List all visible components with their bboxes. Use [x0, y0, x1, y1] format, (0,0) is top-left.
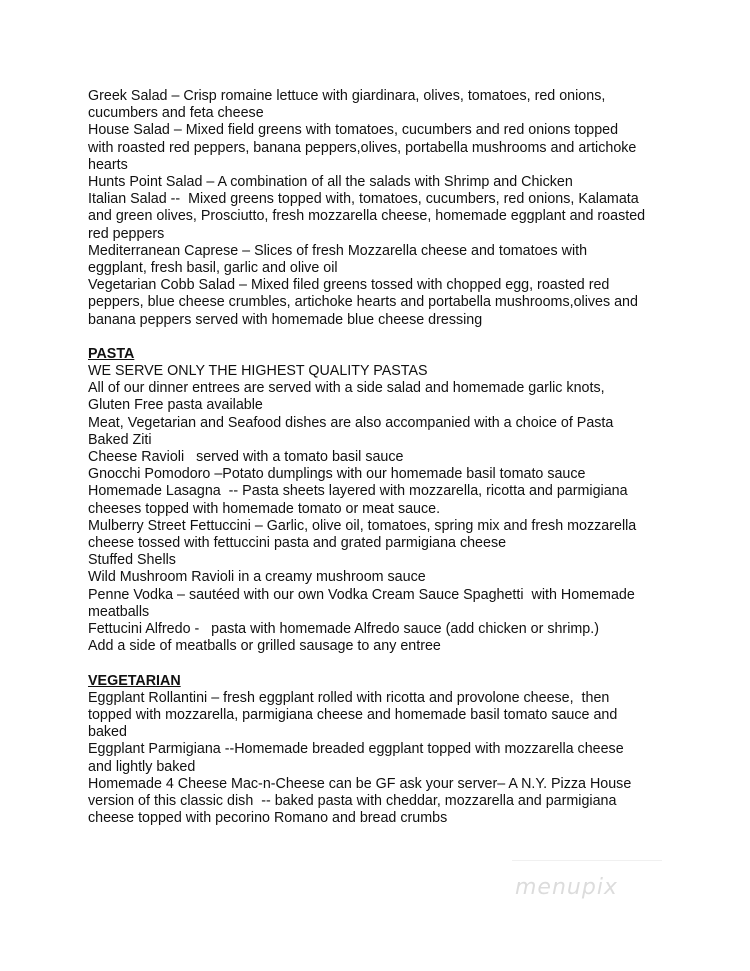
vegetarian-item-line: Eggplant Rollantini – fresh eggplant rolled with ricotta and provolone cheese, then: [88, 689, 610, 706]
menu-page: [88, 88, 678, 827]
vegetarian-heading: VEGETARIAN: [88, 672, 181, 689]
vegetarian-item-line: and lightly baked: [88, 758, 196, 775]
pasta-item-line: cheeses topped with homemade tomato or meat sauce.: [88, 500, 441, 517]
salad-item: [88, 122, 678, 174]
pasta-item-line: Baked Ziti: [88, 431, 152, 448]
salads-section: [88, 88, 678, 329]
pasta-item-line: Stuffed Shells: [88, 552, 176, 569]
salad-item: [88, 191, 678, 243]
salad-item-line: Hunts Point Salad – A combination of all the salads with Shrimp and Chicken: [88, 174, 573, 191]
vegetarian-item-line: Eggplant Parmigiana --Homemade breaded eggplant topped with mozzarella cheese: [88, 741, 624, 758]
salad-item-line: and green olives, Prosciutto, fresh mozzarella cheese, homemade eggplant and roasted: [88, 208, 646, 225]
pasta-intro-line: All of our dinner entrees are served with a side salad and homemade garlic knots,: [88, 380, 605, 397]
pasta-item: [88, 638, 678, 655]
vegetarian-item-line: topped with mozzarella, parmigiana cheese and homemade basil tomato sauce and: [88, 706, 618, 723]
salad-item-line: House Salad – Mixed field greens with tomatoes, cucumbers and red onions topped: [88, 122, 619, 139]
pasta-item-line: Wild Mushroom Ravioli in a creamy mushroom sauce: [88, 569, 426, 586]
pasta-item: [88, 569, 678, 586]
pasta-item-line: Add a side of meatballs or grilled sausage to any entree: [88, 638, 441, 655]
pasta-section: [88, 346, 678, 656]
section-gap: [88, 329, 678, 346]
pasta-items: [88, 432, 678, 656]
section-gap: [88, 656, 678, 673]
pasta-item: [88, 483, 678, 517]
salad-item-line: cucumbers and feta cheese: [88, 105, 264, 122]
salad-item-line: Mediterranean Caprese – Slices of fresh Mozzarella cheese and tomatoes with: [88, 242, 588, 259]
salad-item-line: peppers, blue cheese crumbles, artichoke hearts and portabella mushrooms,olives and: [88, 294, 638, 311]
pasta-item: [88, 466, 678, 483]
pasta-item-line: Cheese Ravioli served with a tomato basil sauce: [88, 449, 404, 466]
salad-item-line: eggplant, fresh basil, garlic and olive oil: [88, 260, 338, 277]
vegetarian-section: [88, 673, 678, 828]
vegetarian-item: [88, 690, 678, 742]
menupix-watermark: menupix: [515, 875, 618, 900]
salad-item: [88, 243, 678, 277]
salad-item: [88, 277, 678, 329]
pasta-item-line: cheese tossed with fettuccini pasta and grated parmigiana cheese: [88, 535, 507, 552]
pasta-heading: PASTA: [88, 345, 135, 362]
salad-item-line: red peppers: [88, 225, 165, 242]
vegetarian-item-line: baked: [88, 724, 127, 741]
vegetarian-item-line: version of this classic dish -- baked pasta with cheddar, mozzarella and parmigiana: [88, 792, 617, 809]
salad-item-line: Vegetarian Cobb Salad – Mixed filed greens tossed with chopped egg, roasted red: [88, 277, 610, 294]
pasta-item: [88, 587, 678, 621]
salad-item: [88, 174, 678, 191]
pasta-item: [88, 621, 678, 638]
vegetarian-item: [88, 741, 678, 775]
vegetarian-items: [88, 690, 678, 828]
pasta-item-line: Fettucini Alfredo - pasta with homemade Alfredo sauce (add chicken or shrimp.): [88, 621, 599, 638]
pasta-item-line: Homemade Lasagna -- Pasta sheets layered with mozzarella, ricotta and parmigiana: [88, 483, 628, 500]
salad-item-line: Italian Salad -- Mixed greens topped with, tomatoes, cucumbers, red onions, Kalamata: [88, 191, 639, 208]
salad-item-line: banana peppers served with homemade blue cheese dressing: [88, 311, 483, 328]
salad-item: [88, 88, 678, 122]
salad-item-line: hearts: [88, 156, 128, 173]
vegetarian-item-line: cheese topped with pecorino Romano and bread crumbs: [88, 810, 448, 827]
pasta-item: [88, 449, 678, 466]
pasta-item-line: Gnocchi Pomodoro –Potato dumplings with our homemade basil tomato sauce: [88, 466, 586, 483]
pasta-item-line: meatballs: [88, 603, 150, 620]
pasta-intro: [88, 363, 678, 432]
pasta-item: [88, 432, 678, 449]
salad-item-line: Greek Salad – Crisp romaine lettuce with giardinara, olives, tomatoes, red onions,: [88, 88, 606, 104]
pasta-item-line: Penne Vodka – sautéed with our own Vodka Cream Sauce Spaghetti with Homemade: [88, 586, 635, 603]
pasta-item: [88, 518, 678, 552]
pasta-item: [88, 552, 678, 569]
pasta-intro-line: Gluten Free pasta available: [88, 397, 263, 414]
vegetarian-item: [88, 776, 678, 828]
vegetarian-item-line: Homemade 4 Cheese Mac-n-Cheese can be GF ask your server– A N.Y. Pizza House: [88, 775, 632, 792]
pasta-intro-line: Meat, Vegetarian and Seafood dishes are also accompanied with a choice of Pasta: [88, 414, 614, 431]
pasta-item-line: Mulberry Street Fettuccini – Garlic, olive oil, tomatoes, spring mix and fresh mozzarella: [88, 517, 637, 534]
pasta-intro-line: WE SERVE ONLY THE HIGHEST QUALITY PASTAS: [88, 363, 428, 380]
watermark-divider: [512, 860, 662, 861]
salad-item-line: with roasted red peppers, banana peppers,olives, portabella mushrooms and artichoke: [88, 139, 637, 156]
